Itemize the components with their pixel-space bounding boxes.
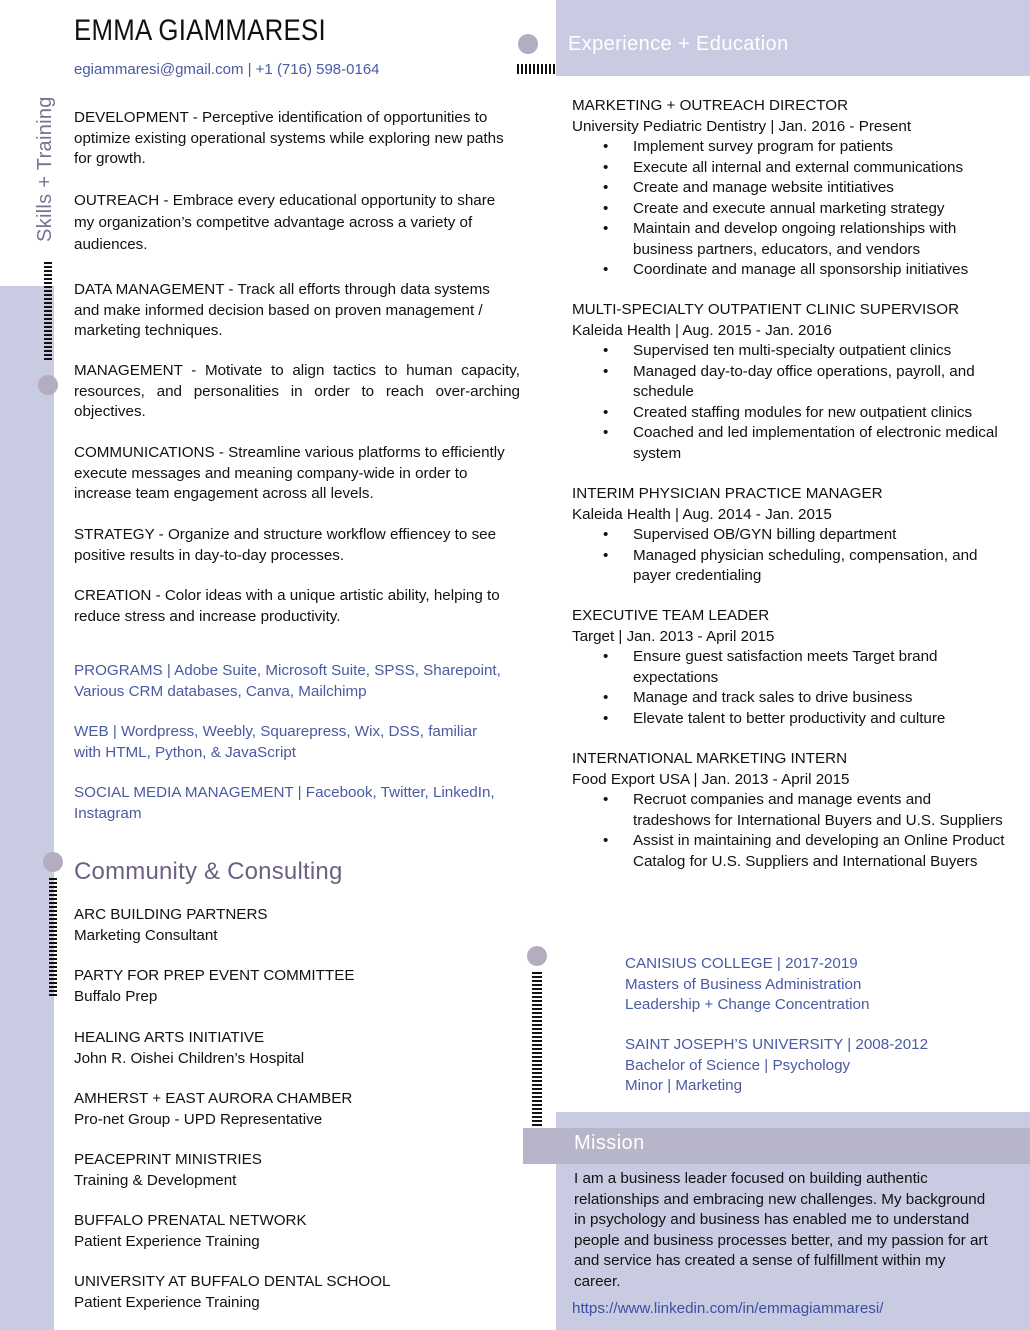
job-bullet: • Recruot companies and manage events and tradeshows for International Buyers and U.S. Suppliers — [572, 790, 1012, 831]
community-org: BUFFALO PRENATAL NETWORK — [74, 1212, 307, 1229]
linkedin-link[interactable]: https://www.linkedin.com/in/emmagiammaresi/ — [572, 1300, 884, 1317]
job-entry — [572, 96, 1012, 281]
skill-strategy: STRATEGY - Organize and structure workflow effiencey to see positive results in day-to-day processes. — [74, 526, 497, 564]
education-detail: Leadership + Change Concentration — [625, 996, 870, 1013]
job-bullets — [572, 525, 1012, 587]
skill-data-management: DATA MANAGEMENT - Track all efforts through data systems and make informed decision based on proven management / marketing techniques. — [74, 281, 490, 339]
education-school: CANISIUS COLLEGE | 2017-2019 — [625, 955, 858, 972]
job-place: University Pediatric Dentistry | Jan. 2016 - Present — [572, 117, 912, 135]
job-title: MARKETING + OUTREACH DIRECTOR — [572, 97, 849, 114]
job-place: Kaleida Health | Aug. 2014 - Jan. 2015 — [572, 505, 832, 523]
job-bullet: • Maintain and develop ongoing relationships with business partners, educators, and vendors — [572, 219, 1012, 260]
skill-development: DEVELOPMENT - Perceptive identification of opportunities to optimize existing operational systems while exploring new paths for growth. — [74, 109, 504, 167]
job-bullet: • Manage and track sales to drive business — [572, 688, 1012, 709]
education-degree: Masters of Business Administration — [625, 975, 862, 993]
tools-social-media: SOCIAL MEDIA MANAGEMENT | Facebook, Twitter, LinkedIn, Instagram — [74, 784, 495, 822]
education-entry — [625, 954, 1005, 1016]
job-bullet: • Ensure guest satisfaction meets Target brand expectations — [572, 647, 1012, 688]
skill-creation: CREATION - Color ideas with a unique artistic ability, helping to reduce stress and increase productivity. — [74, 587, 500, 625]
job-bullet: • Supervised ten multi-specialty outpatient clinics — [572, 341, 1012, 362]
job-bullet: • Assist in maintaining and developing an Online Product Catalog for U.S. Suppliers and International Buyers — [572, 831, 1012, 872]
job-bullet: • Elevate talent to better productivity and culture — [572, 709, 1012, 730]
job-entry — [572, 484, 1012, 587]
job-place: Target | Jan. 2013 - April 2015 — [572, 627, 775, 645]
community-org: UNIVERSITY AT BUFFALO DENTAL SCHOOL — [74, 1273, 391, 1290]
left-sidebar-band — [0, 286, 54, 1330]
job-entry — [572, 606, 1012, 729]
job-bullet: • Coordinate and manage all sponsorship initiatives — [572, 260, 1012, 281]
community-item — [74, 1272, 534, 1313]
community-item — [74, 1211, 534, 1252]
education-degree: Bachelor of Science | Psychology — [625, 1056, 851, 1074]
job-title: EXECUTIVE TEAM LEADER — [572, 607, 770, 624]
job-bullets — [572, 137, 1012, 281]
community-role: Pro-net Group - UPD Representative — [74, 1110, 323, 1128]
job-place: Food Export USA | Jan. 2013 - April 2015 — [572, 770, 850, 788]
experience-education-title: Experience + Education — [568, 33, 789, 55]
job-bullet: • Execute all internal and external communications — [572, 158, 1012, 179]
mission-statement: I am a business leader focused on building authentic relationships and embracing new challenges. My background in psychology and business has enabled me to understand people and business processes better, and my passion for art and service has created a sense of fulfillment within my career. — [574, 1170, 988, 1290]
sidebar-dot-top — [38, 375, 58, 395]
job-bullets — [572, 647, 1012, 729]
experience-dot — [518, 34, 538, 54]
sidebar-tick-marks-top — [44, 262, 52, 362]
job-entry — [572, 749, 1012, 872]
community-consulting-heading: Community & Consulting — [74, 858, 343, 885]
contact-line[interactable]: egiammaresi@gmail.com | +1 (716) 598-0164 — [74, 61, 380, 78]
mission-title: Mission — [574, 1132, 645, 1154]
job-bullet: • Created staffing modules for new outpatient clinics — [572, 403, 1012, 424]
person-name: EMMA GIAMMARESI — [74, 14, 326, 47]
job-bullet: • Managed physician scheduling, compensation, and payer credentialing — [572, 546, 1012, 587]
community-role: Patient Experience Training — [74, 1232, 260, 1250]
community-role: John R. Oishei Children’s Hospital — [74, 1049, 305, 1067]
community-item — [74, 1150, 534, 1191]
education-detail: Minor | Marketing — [625, 1077, 743, 1094]
sidebar-tick-marks-community — [49, 878, 57, 996]
community-org: ARC BUILDING PARTNERS — [74, 906, 268, 923]
education-dot — [527, 946, 547, 966]
skill-outreach: OUTREACH - Embrace every educational opportunity to share my organization’s competitve advantage across a variety of audiences. — [74, 192, 496, 253]
community-item — [74, 1028, 534, 1069]
community-role: Buffalo Prep — [74, 987, 158, 1005]
community-item — [74, 1089, 534, 1130]
job-entry — [572, 300, 1012, 464]
community-org: AMHERST + EAST AURORA CHAMBER — [74, 1090, 353, 1107]
community-item — [74, 905, 534, 946]
job-bullets — [572, 790, 1012, 872]
skill-management: MANAGEMENT - Motivate to align tactics to human capacity, resources, and personalities in order to reach over-arching objectives. — [74, 362, 520, 420]
education-school: SAINT JOSEPH’S UNIVERSITY | 2008-2012 — [625, 1036, 929, 1053]
job-bullets — [572, 341, 1012, 464]
skill-communications: COMMUNICATIONS - Streamline various platforms to efficiently execute messages and meaning company-wide in order to increase team engagement across all levels. — [74, 444, 505, 502]
skills-training-title: Skills + Training — [34, 96, 56, 242]
job-title: INTERIM PHYSICIAN PRACTICE MANAGER — [572, 485, 883, 502]
sidebar-dot-community — [43, 852, 63, 872]
job-bullet: • Coached and led implementation of electronic medical system — [572, 423, 1012, 464]
community-item — [74, 966, 534, 1007]
job-bullet: • Managed day-to-day office operations, payroll, and schedule — [572, 362, 1012, 403]
job-bullet: • Create and execute annual marketing strategy — [572, 199, 1012, 220]
job-bullet: • Supervised OB/GYN billing department — [572, 525, 1012, 546]
community-org: PARTY FOR PREP EVENT COMMITTEE — [74, 967, 355, 984]
community-role: Patient Experience Training — [74, 1293, 260, 1311]
job-bullet: • Create and manage website intitiatives — [572, 178, 1012, 199]
tools-programs: PROGRAMS | Adobe Suite, Microsoft Suite, SPSS, Sharepoint, Various CRM databases, Canva, Mailchimp — [74, 662, 501, 700]
community-role: Marketing Consultant — [74, 926, 218, 944]
education-entry — [625, 1035, 1005, 1097]
community-org: HEALING ARTS INITIATIVE — [74, 1029, 265, 1046]
community-org: PEACEPRINT MINISTRIES — [74, 1151, 262, 1168]
job-title: MULTI-SPECIALTY OUTPATIENT CLINIC SUPERVISOR — [572, 301, 960, 318]
job-bullet: • Implement survey program for patients — [572, 137, 1012, 158]
job-title: INTERNATIONAL MARKETING INTERN — [572, 750, 848, 767]
community-role: Training & Development — [74, 1171, 237, 1189]
job-place: Kaleida Health | Aug. 2015 - Jan. 2016 — [572, 321, 832, 339]
tools-web: WEB | Wordpress, Weebly, Squarepress, Wix, DSS, familiar with HTML, Python, & JavaScript — [74, 723, 478, 761]
